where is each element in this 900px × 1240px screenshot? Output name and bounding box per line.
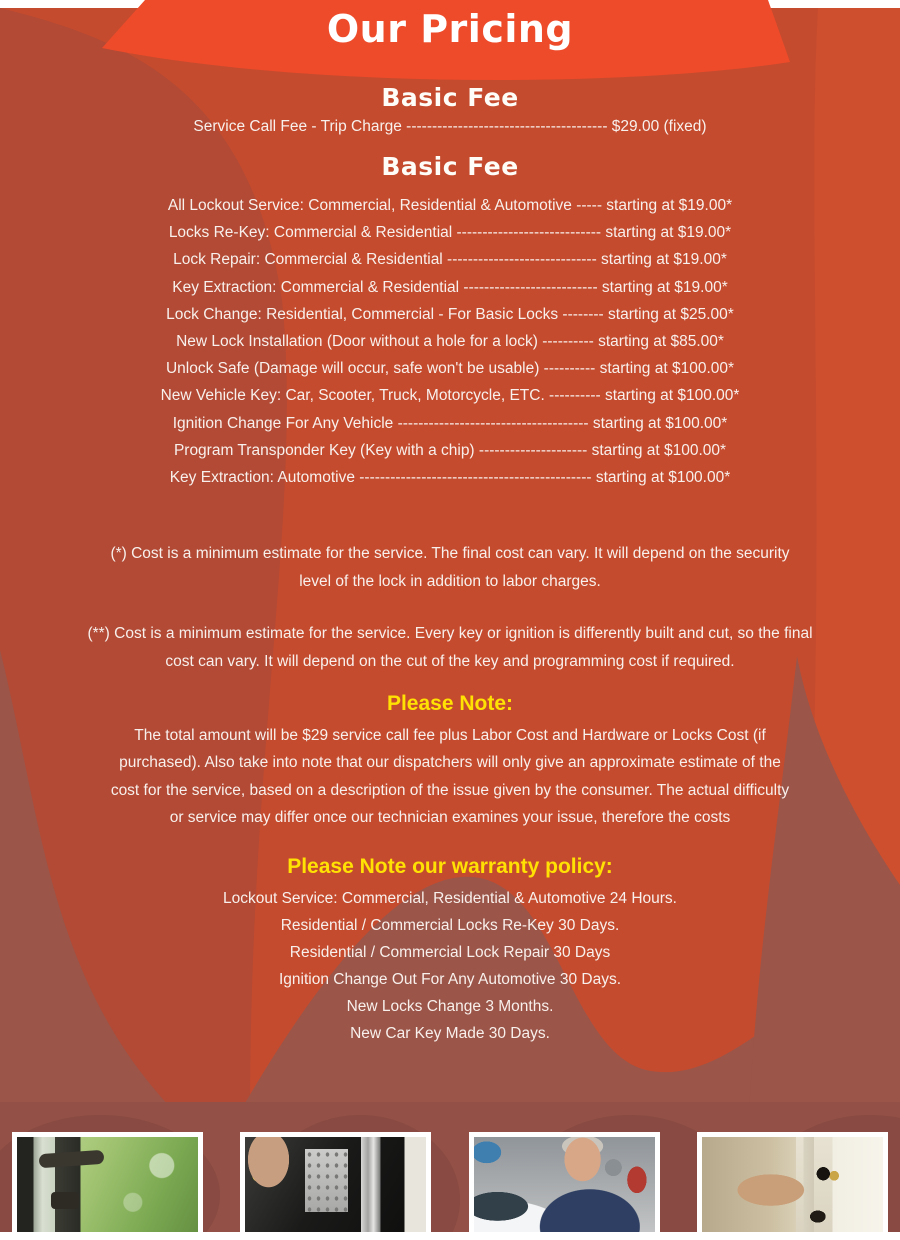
trip-charge-line: Service Call Fee - Trip Charge --------------------------------------- $29.00 (fixed) bbox=[193, 118, 707, 135]
door-handle-shape bbox=[38, 1150, 104, 1169]
locksmith-hands-image bbox=[702, 1137, 883, 1239]
warranty-item: Ignition Change Out For Any Automotive 30 Days. bbox=[278, 971, 622, 988]
price-list-item: All Lockout Service: Commercial, Residential & Automotive ----- starting at $19.00* bbox=[167, 197, 733, 214]
automotive-locksmith-photo bbox=[469, 1132, 660, 1240]
price-list-item: Lock Repair: Commercial & Residential ----------------------------- starting at $19.00* bbox=[173, 251, 727, 269]
keypad-panel-shape bbox=[305, 1149, 348, 1212]
warranty-heading: Please Note our warranty policy: bbox=[287, 855, 613, 878]
warranty-item: New Car Key Made 30 Days. bbox=[350, 1025, 550, 1042]
price-list bbox=[0, 192, 900, 491]
photo-strip bbox=[12, 1132, 888, 1240]
please-note-heading: Please Note: bbox=[386, 692, 514, 715]
price-list-item: New Lock Installation (Door without a hole for a lock) ---------- starting at $85.00* bbox=[176, 333, 724, 351]
warranty-item: Residential / Commercial Lock Repair 30 Days bbox=[289, 944, 611, 961]
basic-fee-heading-1: Basic Fee bbox=[381, 83, 519, 112]
door-lock-image bbox=[17, 1137, 198, 1239]
page-title: Our Pricing bbox=[326, 7, 574, 51]
price-list-item: Locks Re-Key: Commercial & Residential ---------------------------- starting at $19.00* bbox=[168, 224, 732, 242]
keypad-door-entry-photo bbox=[240, 1132, 431, 1240]
please-note-body: The total amount will be $29 service call fee plus Labor Cost and Hardware or Locks Cost (if purchased). Also take into note that our dispatchers will only give an approximate estimate of the cost for the service, based on a description of the issue given by the consumer. The actual difficulty or service may differ once our technician examines your issue, therefore the costs bbox=[110, 727, 790, 826]
price-list-item: Key Extraction: Automotive --------------------------------------------- starting at $100.00* bbox=[169, 469, 731, 487]
price-list-item: Program Transponder Key (Key with a chip) --------------------- starting at $100.00* bbox=[173, 441, 727, 459]
lock-knob-shape bbox=[51, 1192, 78, 1209]
warranty-item: Lockout Service: Commercial, Residential & Automotive 24 Hours. bbox=[222, 890, 677, 907]
price-list-item: Lock Change: Residential, Commercial - For Basic Locks -------- starting at $25.00* bbox=[166, 305, 734, 323]
price-list-item: New Vehicle Key: Car, Scooter, Truck, Motorcycle, ETC. ---------- starting at $100.00* bbox=[160, 387, 740, 405]
price-list-item: Key Extraction: Commercial & Residential -------------------------- starting at $19.00* bbox=[172, 278, 728, 296]
footnote-single-star: (*) Cost is a minimum estimate for the service. The final cost can vary. It will depend on the security level of the lock in addition to labor charges. bbox=[110, 545, 790, 590]
mechanic-with-keys-image bbox=[474, 1137, 655, 1239]
warranty-item: Residential / Commercial Locks Re-Key 30 Days. bbox=[280, 917, 620, 934]
residential-door-lock-photo bbox=[12, 1132, 203, 1240]
price-list-item: Unlock Safe (Damage will occur, safe won't be usable) ---------- starting at $100.00* bbox=[165, 360, 735, 378]
price-list-item: Ignition Change For Any Vehicle ------------------------------------- starting at $100.00* bbox=[172, 414, 728, 432]
footnote-double-star: (**) Cost is a minimum estimate for the service. Every key or ignition is differently built and cut, so the final cost can vary. It will depend on the cut of the key and programming cost if required. bbox=[87, 625, 813, 670]
keypad-entry-image bbox=[245, 1137, 426, 1239]
basic-fee-heading-2: Basic Fee bbox=[381, 152, 519, 181]
warranty-item: New Locks Change 3 Months. bbox=[346, 998, 554, 1015]
warranty-list bbox=[0, 885, 900, 1047]
door-lock-installation-photo bbox=[697, 1132, 888, 1240]
bottom-white-strip bbox=[0, 1232, 900, 1240]
